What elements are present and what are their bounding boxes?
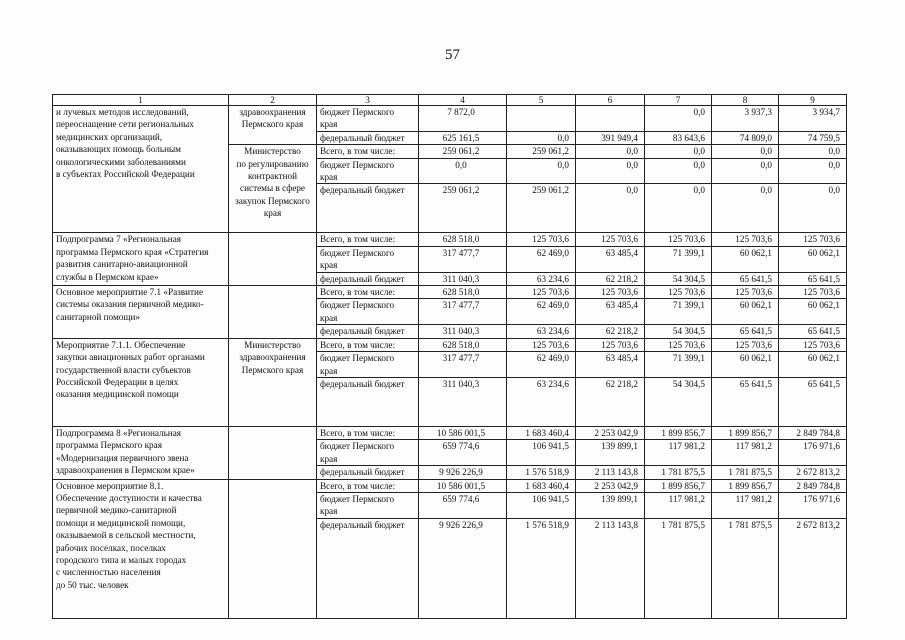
cell-line: Всего, в том числе: <box>320 480 396 491</box>
amount-cell: 317 477,7 <box>419 246 507 272</box>
cell-line: бюджет Пермского <box>320 107 395 117</box>
activity-name-cell <box>53 106 229 233</box>
cell-line: здравоохранения <box>239 107 306 117</box>
amount-cell: 54 304,5 <box>645 377 712 426</box>
header-cell-4: 4 <box>419 95 507 106</box>
amount-cell: 311 040,3 <box>419 325 507 338</box>
cell-line: федеральный бюджет <box>320 467 405 478</box>
cell-line: бюджет Пермского <box>320 493 395 504</box>
cell-line: бюджет Пермского <box>320 300 395 311</box>
amount-cell: 63 485,4 <box>576 299 645 325</box>
amount-cell: 125 703,6 <box>507 233 576 246</box>
amount-cell: 2 253 042,9 <box>576 426 645 439</box>
amount-cell: 1 781 875,5 <box>645 466 712 479</box>
amount-cell: 1 781 875,5 <box>712 466 779 479</box>
amount-cell: 125 703,6 <box>712 233 779 246</box>
amount-cell: 62 218,2 <box>576 272 645 285</box>
cell-line: федеральный бюджет <box>320 273 405 284</box>
amount-cell: 125 703,6 <box>712 338 779 351</box>
cell-line: с численностью населения <box>56 567 161 578</box>
amount-cell: 0,0 <box>645 145 712 158</box>
cell-line: федеральный бюджет <box>320 378 405 389</box>
cell-line: до 50 тыс. человек <box>56 579 129 590</box>
activity-name-cell <box>53 233 229 286</box>
cell-line: программа Пермского края «Стратегия <box>56 246 209 257</box>
amount-cell: 63 485,4 <box>576 352 645 378</box>
cell-line: программа Пермского края <box>56 440 162 451</box>
amount-cell: 1 781 875,5 <box>712 518 779 618</box>
funding-source-cell <box>317 426 419 439</box>
amount-cell: 63 234,6 <box>507 377 576 426</box>
amount-cell: 9 926 226,9 <box>419 518 507 618</box>
cell-line: государственной власти субъектов <box>56 364 191 375</box>
amount-cell: 60 062,1 <box>779 352 847 378</box>
cell-line: бюджет Пермского <box>320 247 395 258</box>
funding-source-cell <box>317 325 419 338</box>
amount-cell: 259 061,2 <box>507 184 576 233</box>
header-row <box>53 95 847 106</box>
cell-line: бюджет Пермского <box>320 353 395 364</box>
cell-line: федеральный бюджет <box>320 519 405 530</box>
cell-line: федеральный бюджет <box>320 326 405 337</box>
amount-cell: 60 062,1 <box>712 352 779 378</box>
cell-line: оказания медицинской помощи <box>56 389 179 400</box>
amount-cell: 65 641,5 <box>779 325 847 338</box>
activity-name-cell <box>53 286 229 339</box>
amount-cell: 0,0 <box>712 158 779 184</box>
executor-cell <box>229 426 317 479</box>
cell-line: Всего, в том числе: <box>320 427 396 438</box>
amount-cell: 62 469,0 <box>507 246 576 272</box>
amount-cell: 117 981,2 <box>645 440 712 466</box>
cell-line: Подпрограмма 7 «Региональная <box>56 234 182 245</box>
amount-cell: 659 774,6 <box>419 492 507 518</box>
cell-line: здравоохранения <box>239 352 306 363</box>
table-row <box>53 233 847 246</box>
table-row <box>53 426 847 439</box>
cell-line: Министерство <box>244 146 301 157</box>
header-cell-2: 2 <box>229 95 317 106</box>
cell-line: оказывающих помощь больным <box>56 144 181 155</box>
cell-line: переоснащение сети региональных <box>56 119 194 130</box>
amount-cell: 10 586 001,5 <box>419 479 507 492</box>
cell-line: Пермского края <box>241 364 304 375</box>
cell-line: Российской Федерации в целях <box>56 376 179 387</box>
amount-cell: 125 703,6 <box>507 338 576 351</box>
amount-cell: 54 304,5 <box>645 272 712 285</box>
amount-cell: 391 949,4 <box>576 131 645 144</box>
amount-cell: 63 234,6 <box>507 325 576 338</box>
amount-cell: 7 872,0 <box>419 106 507 132</box>
amount-cell: 125 703,6 <box>645 233 712 246</box>
amount-cell: 659 774,6 <box>419 440 507 466</box>
cell-line: федеральный бюджет <box>320 132 405 143</box>
amount-cell: 0,0 <box>712 184 779 233</box>
amount-cell: 1 683 460,4 <box>507 426 576 439</box>
cell-line: «Модернизация первичного звена <box>56 452 189 463</box>
executor-cell <box>229 106 317 145</box>
amount-cell: 2 672 813,2 <box>779 466 847 479</box>
amount-cell: 0,0 <box>576 145 645 158</box>
table-row <box>53 479 847 492</box>
funding-source-cell <box>317 299 419 325</box>
amount-cell: 311 040,3 <box>419 272 507 285</box>
cell-line: края <box>320 453 338 464</box>
amount-cell: 259 061,2 <box>419 184 507 233</box>
cell-line: края <box>320 172 338 183</box>
amount-cell: 65 641,5 <box>712 325 779 338</box>
amount-cell: 125 703,6 <box>576 338 645 351</box>
amount-cell: 71 399,1 <box>645 299 712 325</box>
amount-cell: 259 061,2 <box>419 145 507 158</box>
cell-line: федеральный бюджет <box>320 185 405 196</box>
funding-source-cell <box>317 338 419 351</box>
table-row <box>53 106 847 132</box>
amount-cell: 2 113 143,8 <box>576 518 645 618</box>
funding-source-cell <box>317 184 419 233</box>
activity-name-cell <box>53 426 229 479</box>
amount-cell: 117 981,2 <box>712 440 779 466</box>
cell-line: санитарной помощи» <box>56 311 140 322</box>
amount-cell: 125 703,6 <box>507 286 576 299</box>
header-cell-1: 1 <box>53 95 229 106</box>
funding-source-cell <box>317 131 419 144</box>
amount-cell: 2 672 813,2 <box>779 518 847 618</box>
cell-line: развития санитарно-авиационной <box>56 259 188 270</box>
table-row <box>53 286 847 299</box>
funding-source-cell <box>317 106 419 132</box>
cell-line: контрактной <box>247 171 298 182</box>
amount-cell: 3 934,7 <box>779 106 847 132</box>
cell-line: края <box>320 365 338 376</box>
cell-line: края <box>320 506 338 517</box>
amount-cell: 0,0 <box>779 184 847 233</box>
cell-line: по регулированию <box>236 158 309 169</box>
executor-cell <box>229 286 317 339</box>
executor-cell <box>229 479 317 618</box>
funding-source-cell <box>317 377 419 426</box>
amount-cell: 125 703,6 <box>576 286 645 299</box>
cell-line: оказываемой в сельской местности, <box>56 530 196 541</box>
amount-cell: 628 518,0 <box>419 338 507 351</box>
amount-cell: 176 971,6 <box>779 440 847 466</box>
amount-cell: 0,0 <box>645 106 712 132</box>
amount-cell: 625 161,5 <box>419 131 507 144</box>
executor-cell <box>229 145 317 233</box>
amount-cell: 0,0 <box>576 184 645 233</box>
amount-cell: 71 399,1 <box>645 352 712 378</box>
activity-name-cell <box>53 338 229 426</box>
amount-cell: 9 926 226,9 <box>419 466 507 479</box>
cell-line: Министерство <box>244 339 301 350</box>
funding-source-cell <box>317 286 419 299</box>
cell-line: помощи и медицинской помощи, <box>56 517 186 528</box>
amount-cell: 60 062,1 <box>779 246 847 272</box>
amount-cell: 628 518,0 <box>419 286 507 299</box>
funding-source-cell <box>317 352 419 378</box>
cell-line: закупок Пермского <box>235 195 310 206</box>
funding-source-cell <box>317 145 419 158</box>
cell-line: медицинских организаций, <box>56 131 163 142</box>
funding-source-cell <box>317 158 419 184</box>
amount-cell: 60 062,1 <box>779 299 847 325</box>
cell-line: закупки авиационных работ органами <box>56 352 205 363</box>
cell-line: службы в Пермском крае» <box>56 271 159 282</box>
amount-cell: 65 641,5 <box>712 377 779 426</box>
amount-cell: 117 981,2 <box>645 492 712 518</box>
amount-cell: 117 981,2 <box>712 492 779 518</box>
amount-cell: 1 899 856,7 <box>712 479 779 492</box>
amount-cell: 65 641,5 <box>779 272 847 285</box>
cell-line: края <box>320 119 338 130</box>
cell-line: края <box>263 208 282 219</box>
funding-source-cell <box>317 518 419 618</box>
cell-line: Всего, в том числе: <box>320 234 396 245</box>
amount-cell: 62 469,0 <box>507 299 576 325</box>
amount-cell: 2 849 784,8 <box>779 426 847 439</box>
funding-source-cell <box>317 466 419 479</box>
funding-source-cell <box>317 272 419 285</box>
amount-cell: 54 304,5 <box>645 325 712 338</box>
amount-cell: 0,0 <box>779 158 847 184</box>
table-row <box>53 338 847 351</box>
amount-cell: 1 683 460,4 <box>507 479 576 492</box>
cell-line: первичной медико-санитарной <box>56 505 177 516</box>
header-cell-7: 7 <box>645 95 712 106</box>
amount-cell: 317 477,7 <box>419 352 507 378</box>
cell-line: онкологическими заболеваниями <box>56 156 186 167</box>
cell-line: Мероприятие 7.1.1. Обеспечение <box>56 339 186 350</box>
amount-cell: 0,0 <box>779 145 847 158</box>
amount-cell: 628 518,0 <box>419 233 507 246</box>
cell-line: Всего, в том числе: <box>320 287 396 298</box>
amount-cell: 2 253 042,9 <box>576 479 645 492</box>
amount-cell: 60 062,1 <box>712 246 779 272</box>
funding-source-cell <box>317 479 419 492</box>
amount-cell: 1 781 875,5 <box>645 518 712 618</box>
header-cell-8: 8 <box>712 95 779 106</box>
header-cell-6: 6 <box>576 95 645 106</box>
amount-cell: 3 937,3 <box>712 106 779 132</box>
amount-cell: 106 941,5 <box>507 440 576 466</box>
cell-line: Основное мероприятие 7.1 «Развитие <box>56 287 204 298</box>
amount-cell: 125 703,6 <box>576 233 645 246</box>
amount-cell: 71 399,1 <box>645 246 712 272</box>
amount-cell: 0,0 <box>645 158 712 184</box>
cell-line: здравоохранения в Пермском крае» <box>56 465 195 476</box>
amount-cell: 74 759,5 <box>779 131 847 144</box>
amount-cell: 1 576 518,9 <box>507 518 576 618</box>
amount-cell: 125 703,6 <box>779 286 847 299</box>
cell-line: Пермского края <box>241 119 304 130</box>
amount-cell: 176 971,6 <box>779 492 847 518</box>
amount-cell: 125 703,6 <box>712 286 779 299</box>
amount-cell: 125 703,6 <box>779 338 847 351</box>
cell-line: системы оказания первичной медико- <box>56 299 204 310</box>
amount-cell: 125 703,6 <box>645 286 712 299</box>
cell-line: края <box>320 312 338 323</box>
amount-cell: 63 485,4 <box>576 246 645 272</box>
funding-source-cell <box>317 233 419 246</box>
cell-line: Всего, в том числе: <box>320 339 396 350</box>
amount-cell: 0,0 <box>712 145 779 158</box>
amount-cell: 106 941,5 <box>507 492 576 518</box>
amount-cell: 125 703,6 <box>779 233 847 246</box>
amount-cell: 63 234,6 <box>507 272 576 285</box>
amount-cell: 1 899 856,7 <box>712 426 779 439</box>
cell-line: Основное мероприятие 8.1. <box>56 480 164 491</box>
amount-cell: 0,0 <box>507 158 576 184</box>
amount-cell: 0,0 <box>419 158 507 184</box>
amount-cell: 1 576 518,9 <box>507 466 576 479</box>
cell-line: Подпрограмма 8 «Региональная <box>56 427 182 438</box>
amount-cell: 311 040,3 <box>419 377 507 426</box>
amount-cell: 1 899 856,7 <box>645 426 712 439</box>
amount-cell: 139 899,1 <box>576 492 645 518</box>
amount-cell <box>576 106 645 132</box>
amount-cell: 62 218,2 <box>576 377 645 426</box>
cell-line: и лучевых методов исследований, <box>56 107 189 117</box>
funding-source-cell <box>317 246 419 272</box>
amount-cell: 259 061,2 <box>507 145 576 158</box>
executor-cell <box>229 233 317 286</box>
amount-cell: 2 113 143,8 <box>576 466 645 479</box>
amount-cell: 0,0 <box>507 131 576 144</box>
header-cell-3: 3 <box>317 95 419 106</box>
amount-cell: 125 703,6 <box>645 338 712 351</box>
amount-cell: 0,0 <box>576 158 645 184</box>
cell-line: системы в сфере <box>240 183 305 194</box>
cell-line: бюджет Пермского <box>320 159 395 170</box>
budget-table <box>52 94 847 619</box>
amount-cell: 74 809,0 <box>712 131 779 144</box>
amount-cell: 139 899,1 <box>576 440 645 466</box>
cell-line: рабочих поселках, поселках <box>56 542 166 553</box>
cell-line: Всего, в том числе: <box>320 146 396 157</box>
cell-line: края <box>320 260 338 271</box>
amount-cell: 62 469,0 <box>507 352 576 378</box>
header-cell-9: 9 <box>779 95 847 106</box>
funding-source-cell <box>317 492 419 518</box>
amount-cell: 0,0 <box>645 184 712 233</box>
cell-line: в субъектах Российской Федерации <box>56 169 195 180</box>
amount-cell: 2 849 784,8 <box>779 479 847 492</box>
amount-cell: 60 062,1 <box>712 299 779 325</box>
header-cell-5: 5 <box>507 95 576 106</box>
amount-cell: 62 218,2 <box>576 325 645 338</box>
cell-line: Обеспечение доступности и качества <box>56 492 202 503</box>
amount-cell: 65 641,5 <box>712 272 779 285</box>
amount-cell: 1 899 856,7 <box>645 479 712 492</box>
table-body <box>53 95 847 619</box>
amount-cell: 10 586 001,5 <box>419 426 507 439</box>
amount-cell: 317 477,7 <box>419 299 507 325</box>
executor-cell <box>229 338 317 426</box>
cell-line: городского типа и малых городах <box>56 554 187 565</box>
funding-source-cell <box>317 440 419 466</box>
amount-cell: 83 643,6 <box>645 131 712 144</box>
cell-line: бюджет Пермского <box>320 441 395 452</box>
amount-cell: 65 641,5 <box>779 377 847 426</box>
page-number: 57 <box>445 47 460 63</box>
activity-name-cell <box>53 479 229 618</box>
amount-cell <box>507 106 576 132</box>
